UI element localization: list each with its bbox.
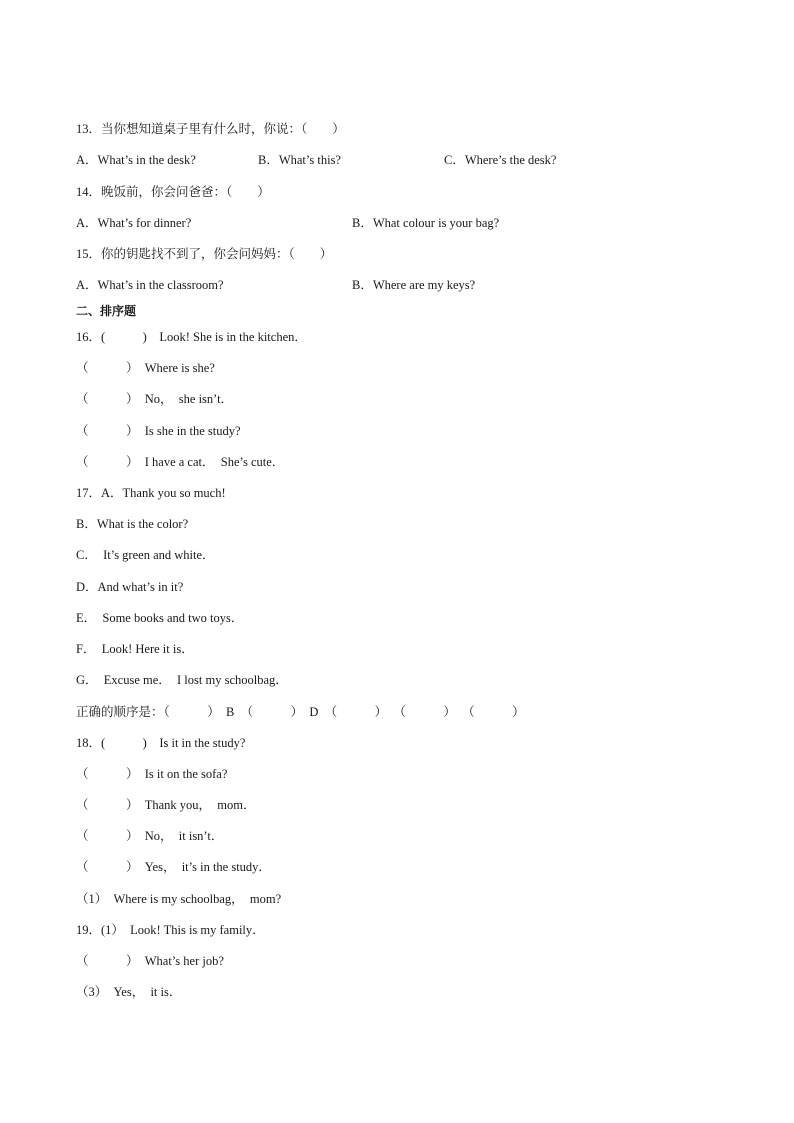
q13-option-a: A．What’s in the desk?	[76, 153, 196, 167]
q17-option: E． Some books and two toys．	[76, 611, 244, 625]
q14-option-a: A．What’s for dinner?	[76, 216, 192, 230]
q16-line: （ ） I have a cat． She’s cute．	[76, 455, 285, 469]
q16-line: （ ） Where is she?	[76, 361, 215, 375]
q17-stem: 17．A．Thank you so much!	[76, 486, 226, 500]
q19-line: （ ） What’s her job?	[76, 954, 224, 968]
q19-line: （3） Yes， it is．	[76, 985, 182, 999]
q14-stem: 14．晚饭前，你会问爸爸：（ ）	[76, 185, 270, 199]
q13-stem: 13．当你想知道桌子里有什么时，你说：（ ）	[76, 122, 345, 136]
q18-line: （ ） Thank you， mom．	[76, 798, 256, 812]
q17-answer-line: 正确的顺序是：（ ） B （ ） D （ ） （ ） （ ）	[76, 705, 525, 719]
q17-option: D．And what’s in it?	[76, 580, 184, 594]
q15-option-b: B．Where are my keys?	[352, 278, 476, 292]
q18-line: （1） Where is my schoolbag， mom?	[76, 892, 282, 906]
q17-option: B．What is the color?	[76, 517, 189, 531]
q16-line: （ ） Is she in the study?	[76, 424, 241, 438]
q14-option-b: B．What colour is your bag?	[352, 216, 500, 230]
q17-option: G． Excuse me． I lost my schoolbag．	[76, 673, 288, 687]
q18-line: （ ） Yes， it’s in the study．	[76, 860, 271, 874]
q15-stem: 15．你的钥匙找不到了，你会问妈妈：（ ）	[76, 247, 333, 261]
q18-stem: 18．( ) Is it in the study?	[76, 736, 246, 750]
q17-option: F． Look! Here it is．	[76, 642, 194, 656]
section-heading: 二、排序题	[76, 304, 137, 318]
q15-option-a: A．What’s in the classroom?	[76, 278, 224, 292]
q13-option-b: B．What’s this?	[258, 153, 341, 167]
q19-stem: 19．(1） Look! This is my family．	[76, 923, 265, 937]
q18-line: （ ） No， it isn’t．	[76, 829, 224, 843]
q17-option: C． It’s green and white．	[76, 548, 215, 562]
q16-stem: 16．( ) Look! She is in the kitchen．	[76, 330, 307, 344]
q18-line: （ ） Is it on the sofa?	[76, 767, 228, 781]
q16-line: （ ） No， she isn’t．	[76, 392, 234, 406]
q13-option-c: C．Where’s the desk?	[444, 153, 557, 167]
